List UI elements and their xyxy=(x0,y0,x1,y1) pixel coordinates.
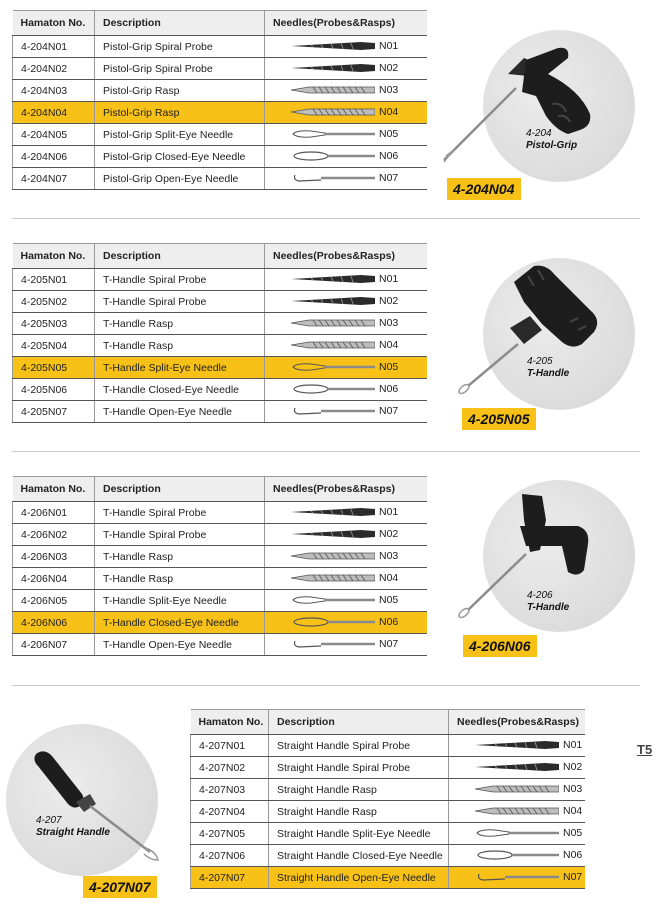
highlighted-part-badge: 4-206N06 xyxy=(463,635,537,657)
table-row xyxy=(191,757,585,779)
table-row xyxy=(13,291,427,313)
tool-type: Straight Handle xyxy=(36,827,110,838)
part-description: Pistol-Grip Split-Eye Needle xyxy=(95,124,265,146)
open-eye-needle-icon xyxy=(291,638,375,650)
part-number: 4-205N01 xyxy=(13,269,95,291)
table-row xyxy=(191,845,585,867)
rasp-icon xyxy=(291,317,375,329)
header-description: Description xyxy=(95,477,265,502)
needle-cell xyxy=(265,168,427,190)
needle-code: N02 xyxy=(379,295,399,307)
needle-cell xyxy=(449,801,585,823)
rasp-icon xyxy=(291,550,375,562)
part-number: 4-206N03 xyxy=(13,546,95,568)
tool-type: T-Handle xyxy=(527,368,570,379)
section-divider xyxy=(12,685,640,686)
needle-code: N04 xyxy=(563,805,583,817)
part-description: T-Handle Closed-Eye Needle xyxy=(95,379,265,401)
part-number: 4-204N04 xyxy=(13,102,95,124)
table-row xyxy=(13,502,427,524)
part-number: 4-204N06 xyxy=(13,146,95,168)
spiral-probe-icon xyxy=(291,40,375,52)
table-row xyxy=(191,801,585,823)
part-description: T-Handle Rasp xyxy=(95,546,265,568)
table-header-row xyxy=(13,477,427,502)
part-number: 4-206N06 xyxy=(13,612,95,634)
needle-cell xyxy=(265,80,427,102)
part-description: Pistol-Grip Rasp xyxy=(95,80,265,102)
part-number: 4-207N03 xyxy=(191,779,269,801)
needle-cell xyxy=(265,546,427,568)
part-description: T-Handle Closed-Eye Needle xyxy=(95,612,265,634)
header-description: Description xyxy=(95,244,265,269)
rasp-icon xyxy=(291,84,375,96)
part-number: 4-205N05 xyxy=(13,357,95,379)
needle-code: N05 xyxy=(379,594,399,606)
part-description: T-Handle Open-Eye Needle xyxy=(95,634,265,656)
table-row xyxy=(13,568,427,590)
table-row xyxy=(13,546,427,568)
header-needles: Needles(Probes&Rasps) xyxy=(265,477,427,502)
needle-code: N03 xyxy=(379,317,399,329)
pistol-grip-tool-icon xyxy=(440,30,640,180)
closed-eye-needle-icon xyxy=(291,616,375,628)
table-row-highlighted xyxy=(13,102,427,124)
table-row xyxy=(13,313,427,335)
needle-cell xyxy=(265,335,427,357)
needle-code: N06 xyxy=(379,150,399,162)
needle-code: N01 xyxy=(563,739,583,751)
tool-label xyxy=(527,356,569,380)
part-number: 4-206N05 xyxy=(13,590,95,612)
header-needles: Needles(Probes&Rasps) xyxy=(449,710,585,735)
part-description: T-Handle Rasp xyxy=(95,335,265,357)
needle-cell xyxy=(265,590,427,612)
part-number: 4-206N02 xyxy=(13,524,95,546)
part-number: 4-204N05 xyxy=(13,124,95,146)
parts-table-4-204 xyxy=(12,10,427,190)
table-row xyxy=(191,823,585,845)
open-eye-needle-icon xyxy=(291,172,375,184)
needle-cell xyxy=(449,867,585,889)
part-description: T-Handle Spiral Probe xyxy=(95,524,265,546)
split-eye-needle-icon xyxy=(291,594,375,606)
tool-label xyxy=(527,590,569,614)
header-needles: Needles(Probes&Rasps) xyxy=(265,11,427,36)
rasp-icon xyxy=(475,805,559,817)
header-part-no: Hamaton No. xyxy=(13,11,95,36)
part-description: Straight Handle Spiral Probe xyxy=(269,735,449,757)
part-number: 4-206N01 xyxy=(13,502,95,524)
part-description: Pistol-Grip Rasp xyxy=(95,102,265,124)
part-description: Straight Handle Spiral Probe xyxy=(269,757,449,779)
spiral-probe-icon xyxy=(291,273,375,285)
part-description: Straight Handle Open-Eye Needle xyxy=(269,867,449,889)
part-number: 4-207N06 xyxy=(191,845,269,867)
needle-cell xyxy=(265,269,427,291)
part-description: T-Handle Split-Eye Needle xyxy=(95,590,265,612)
section-divider xyxy=(12,218,640,219)
table-row xyxy=(191,735,585,757)
needle-cell xyxy=(265,612,427,634)
table-row xyxy=(13,524,427,546)
needle-cell xyxy=(265,502,427,524)
part-number: 4-207N07 xyxy=(191,867,269,889)
needle-code: N06 xyxy=(379,616,399,628)
needle-cell xyxy=(265,102,427,124)
closed-eye-needle-icon xyxy=(475,849,559,861)
needle-code: N04 xyxy=(379,572,399,584)
part-description: Straight Handle Closed-Eye Needle xyxy=(269,845,449,867)
needle-cell xyxy=(265,291,427,313)
needle-code: N07 xyxy=(379,638,399,650)
needle-cell xyxy=(265,568,427,590)
parts-table-4-206 xyxy=(12,476,427,656)
needle-code: N04 xyxy=(379,339,399,351)
header-part-no: Hamaton No. xyxy=(13,244,95,269)
tool-type: T-Handle xyxy=(527,602,570,613)
closed-eye-needle-icon xyxy=(291,150,375,162)
parts-table-4-205 xyxy=(12,243,427,423)
needle-cell xyxy=(449,779,585,801)
table-header-row xyxy=(13,244,427,269)
table-row-highlighted xyxy=(13,357,427,379)
table-header-row xyxy=(191,710,585,735)
open-eye-needle-icon xyxy=(291,405,375,417)
needle-cell xyxy=(265,401,427,423)
needle-code: N07 xyxy=(379,405,399,417)
table-row xyxy=(13,269,427,291)
part-number: 4-204N02 xyxy=(13,58,95,80)
needle-cell xyxy=(449,845,585,867)
part-description: Pistol-Grip Spiral Probe xyxy=(95,36,265,58)
highlighted-part-badge: 4-204N04 xyxy=(447,178,521,200)
table-row xyxy=(13,634,427,656)
spiral-probe-icon xyxy=(475,739,559,751)
part-number: 4-206N07 xyxy=(13,634,95,656)
needle-cell xyxy=(449,735,585,757)
needle-cell xyxy=(449,823,585,845)
needle-cell xyxy=(265,313,427,335)
highlighted-part-badge: 4-207N07 xyxy=(83,876,157,898)
part-description: T-Handle Rasp xyxy=(95,313,265,335)
table-row xyxy=(13,401,427,423)
table-row xyxy=(13,168,427,190)
table-row xyxy=(191,779,585,801)
needle-cell xyxy=(265,146,427,168)
t-handle-tool-icon xyxy=(450,258,640,408)
table-row xyxy=(13,379,427,401)
spiral-probe-icon xyxy=(291,295,375,307)
needle-code: N05 xyxy=(563,827,583,839)
tool-model: 4-205 xyxy=(527,356,553,367)
page-code: T5 xyxy=(637,742,653,757)
part-number: 4-205N04 xyxy=(13,335,95,357)
part-description: Pistol-Grip Closed-Eye Needle xyxy=(95,146,265,168)
needle-code: N01 xyxy=(379,40,399,52)
part-number: 4-207N04 xyxy=(191,801,269,823)
part-description: T-Handle Spiral Probe xyxy=(95,269,265,291)
table-row xyxy=(13,58,427,80)
part-number: 4-205N03 xyxy=(13,313,95,335)
table-header-row xyxy=(13,11,427,36)
part-description: Straight Handle Rasp xyxy=(269,779,449,801)
header-description: Description xyxy=(269,710,449,735)
part-number: 4-207N01 xyxy=(191,735,269,757)
closed-eye-needle-icon xyxy=(291,383,375,395)
split-eye-needle-icon xyxy=(291,128,375,140)
needle-code: N01 xyxy=(379,273,399,285)
part-number: 4-204N07 xyxy=(13,168,95,190)
rasp-icon xyxy=(291,106,375,118)
part-description: T-Handle Open-Eye Needle xyxy=(95,401,265,423)
parts-table-4-207 xyxy=(190,709,585,889)
spiral-probe-icon xyxy=(291,506,375,518)
needle-cell xyxy=(449,757,585,779)
header-description: Description xyxy=(95,11,265,36)
table-row xyxy=(13,36,427,58)
tool-type: Pistol-Grip xyxy=(526,140,578,151)
tool-label xyxy=(36,815,110,839)
rasp-icon xyxy=(291,572,375,584)
part-number: 4-205N07 xyxy=(13,401,95,423)
part-description: T-Handle Split-Eye Needle xyxy=(95,357,265,379)
needle-code: N01 xyxy=(379,506,399,518)
table-row xyxy=(13,146,427,168)
spiral-probe-icon xyxy=(291,528,375,540)
table-row xyxy=(13,590,427,612)
needle-cell xyxy=(265,124,427,146)
part-description: Straight Handle Rasp xyxy=(269,801,449,823)
tool-model: 4-204 xyxy=(526,128,552,139)
table-row xyxy=(13,124,427,146)
part-description: T-Handle Spiral Probe xyxy=(95,502,265,524)
needle-code: N04 xyxy=(379,106,399,118)
part-description: Pistol-Grip Open-Eye Needle xyxy=(95,168,265,190)
part-number: 4-207N05 xyxy=(191,823,269,845)
needle-cell xyxy=(265,357,427,379)
table-row xyxy=(13,80,427,102)
part-description: T-Handle Spiral Probe xyxy=(95,291,265,313)
split-eye-needle-icon xyxy=(291,361,375,373)
tool-model: 4-207 xyxy=(36,815,62,826)
needle-code: N05 xyxy=(379,361,399,373)
highlighted-part-badge: 4-205N05 xyxy=(462,408,536,430)
section-divider xyxy=(12,451,640,452)
needle-cell xyxy=(265,36,427,58)
part-description: Straight Handle Split-Eye Needle xyxy=(269,823,449,845)
header-part-no: Hamaton No. xyxy=(191,710,269,735)
needle-code: N07 xyxy=(379,172,399,184)
rasp-icon xyxy=(475,783,559,795)
part-number: 4-204N03 xyxy=(13,80,95,102)
needle-cell xyxy=(265,379,427,401)
needle-code: N07 xyxy=(563,871,583,883)
part-number: 4-207N02 xyxy=(191,757,269,779)
part-number: 4-206N04 xyxy=(13,568,95,590)
open-eye-needle-icon xyxy=(475,871,559,883)
needle-code: N02 xyxy=(379,62,399,74)
part-number: 4-204N01 xyxy=(13,36,95,58)
needle-code: N02 xyxy=(379,528,399,540)
tool-label xyxy=(526,128,577,152)
needle-code: N03 xyxy=(379,84,399,96)
spiral-probe-icon xyxy=(475,761,559,773)
needle-code: N03 xyxy=(563,783,583,795)
needle-code: N06 xyxy=(379,383,399,395)
part-number: 4-205N06 xyxy=(13,379,95,401)
spiral-probe-icon xyxy=(291,62,375,74)
table-row-highlighted xyxy=(191,867,585,889)
needle-cell xyxy=(265,524,427,546)
part-description: Pistol-Grip Spiral Probe xyxy=(95,58,265,80)
straight-handle-tool-icon xyxy=(30,748,170,868)
tool-model: 4-206 xyxy=(527,590,553,601)
part-number: 4-205N02 xyxy=(13,291,95,313)
needle-code: N06 xyxy=(563,849,583,861)
needle-code: N05 xyxy=(379,128,399,140)
rasp-icon xyxy=(291,339,375,351)
needle-cell xyxy=(265,58,427,80)
part-description: T-Handle Rasp xyxy=(95,568,265,590)
header-needles: Needles(Probes&Rasps) xyxy=(265,244,427,269)
needle-cell xyxy=(265,634,427,656)
table-row xyxy=(13,335,427,357)
table-row-highlighted xyxy=(13,612,427,634)
needle-code: N03 xyxy=(379,550,399,562)
split-eye-needle-icon xyxy=(475,827,559,839)
needle-code: N02 xyxy=(563,761,583,773)
header-part-no: Hamaton No. xyxy=(13,477,95,502)
